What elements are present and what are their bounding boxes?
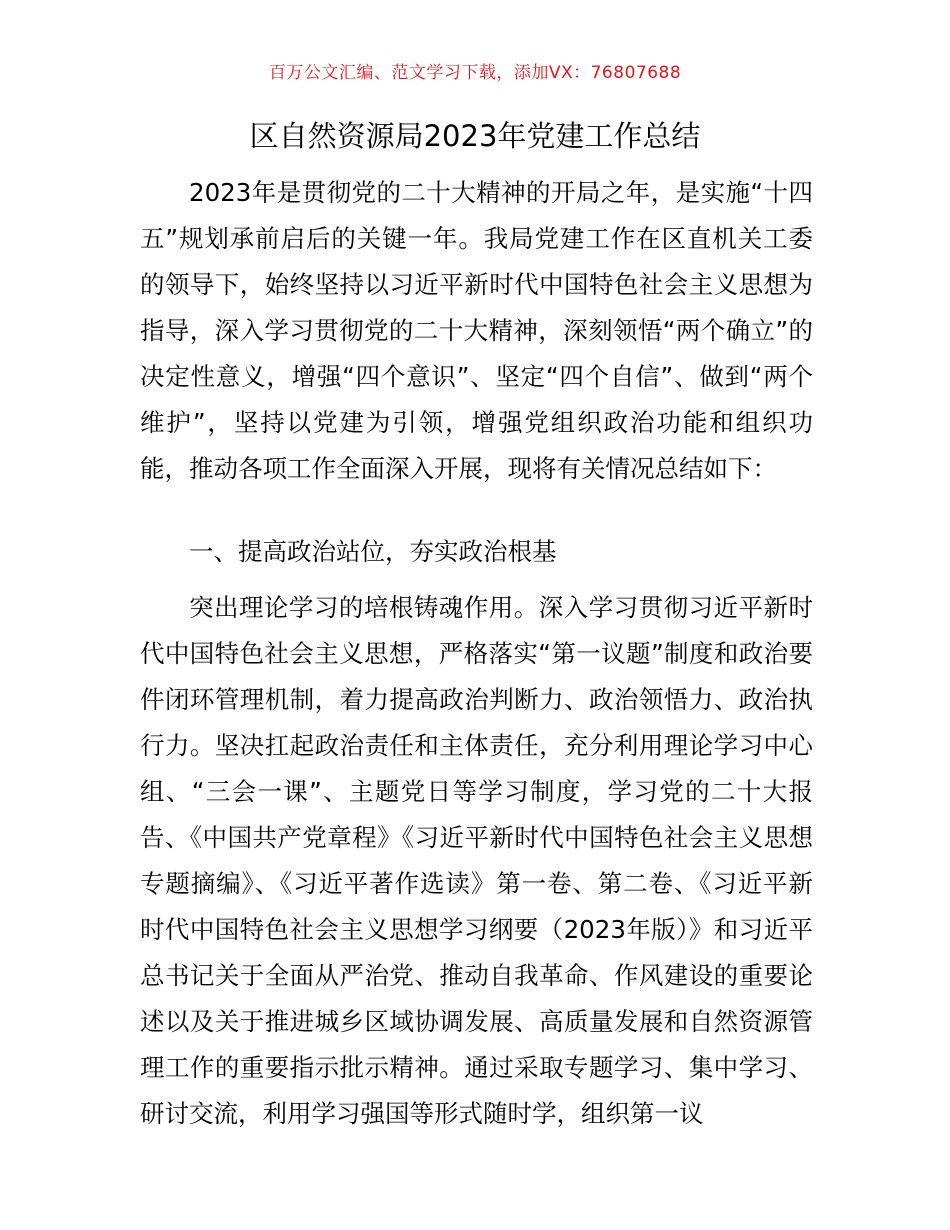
section-heading-one-text: 一、提高政治站位，夯实政治根基	[189, 537, 557, 566]
header-watermark-note: 百万公文汇编、范文学习下载，添加VX：76807688	[268, 63, 682, 83]
section-heading-one	[140, 529, 813, 575]
document-title: 区自然资源局2023年党建工作总结	[249, 119, 701, 153]
intro-paragraph-text: 2023年是贯彻党的二十大精神的开局之年，是实施“十四五”规划承前启后的关键一年。我局党建工作在区直机关工委的领导下，始终坚持以习近平新时代中国特色社会主义思想为指导，深入学习贯彻党的二十大精神，深刻领悟“两个确立”的决定性意义，增强“四个意识”、坚定“四个自信”、做到“两个维护”，坚持以党建为引领，增强党组织政治功能和组织功能，推动各项工作全面深入开展，现将有关情况总结如下：	[140, 178, 813, 483]
intro-paragraph	[140, 170, 813, 492]
theory-study-paragraph-text: 突出理论学习的培根铸魂作用。深入学习贯彻习近平新时代中国特色社会主义思想，严格落实“第一议题”制度和政治要件闭环管理机制，着力提高政治判断力、政治领悟力、政治执行力。坚决扛起政治责任和主体责任，充分利用理论学习中心组、“三会一课”、主题党日等学习制度，学习党的二十大报告、《中国共产党章程》《习近平新时代中国特色社会主义思想专题摘编》、《习近平著作选读》第一卷、第二卷、《习近平新时代中国特色社会主义思想学习纲要（2023年版）》和习近平总书记关于全面从严治党、推动自我革命、作风建设的重要论述以及关于推进城乡区域协调发展、高质量发展和自然资源管理工作的重要指示批示精神。通过采取专题学习、集中学习、研讨交流，利用学习强国等形式随时学，组织第一议	[140, 593, 813, 1128]
theory-study-paragraph	[140, 585, 813, 1137]
